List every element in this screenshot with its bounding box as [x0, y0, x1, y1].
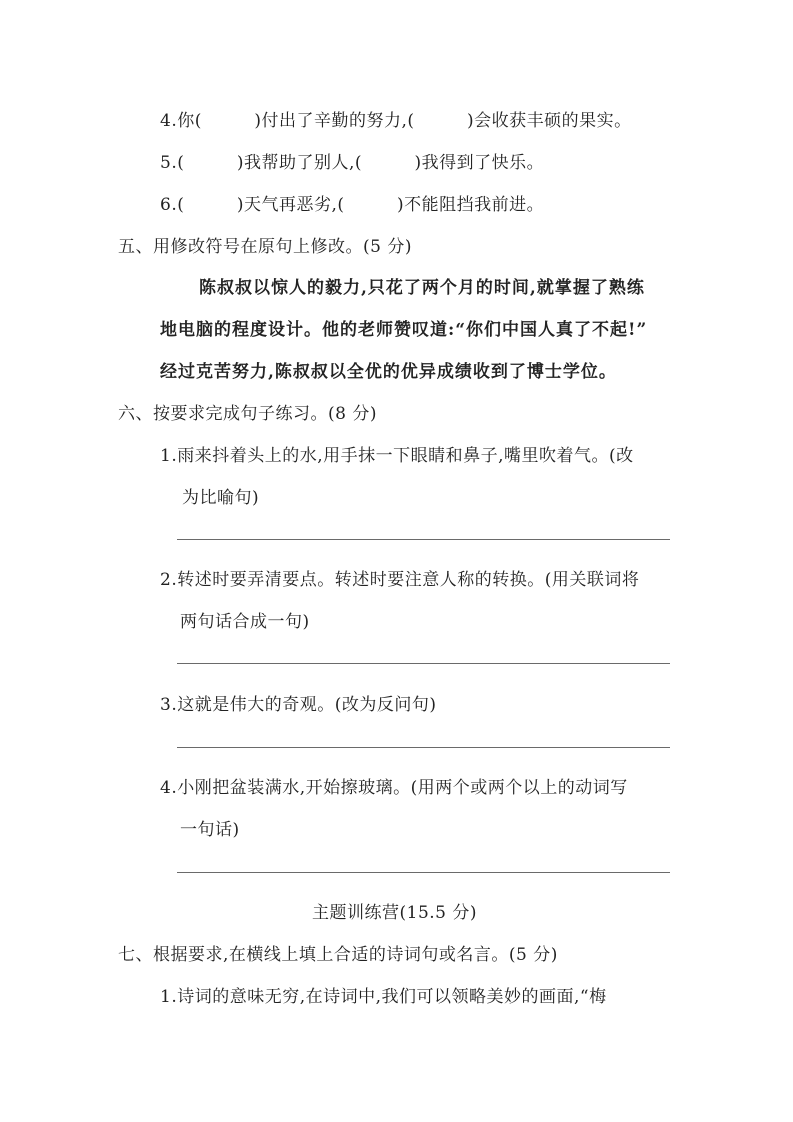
s6-q1-line-1: 1.雨来抖着头上的水,用手抹一下眼睛和鼻子,嘴里吹着气。(改 [160, 446, 634, 466]
s6-q1-answer-line[interactable] [177, 539, 670, 540]
s6-q4-line-1: 4.小刚把盆装满水,开始擦玻璃。(用两个或两个以上的动词写 [160, 778, 628, 798]
s6-q4-line-2: 一句话) [180, 820, 240, 840]
section-5-heading: 五、用修改符号在原句上修改。(5 分) [118, 237, 412, 257]
fill-item-5: 5.( )我帮助了别人,( )我得到了快乐。 [160, 153, 545, 173]
section-5-passage-line-2: 地电脑的程度设计。他的老师赞叹道:“你们中国人真了不起!” [160, 320, 648, 340]
s6-q2-line-2: 两句话合成一句) [180, 612, 310, 632]
s6-q3-answer-line[interactable] [177, 747, 670, 748]
theme-section-title: 主题训练营(15.5 分) [312, 903, 478, 923]
s6-q3-line-1: 3.这就是伟大的奇观。(改为反问句) [160, 695, 437, 715]
fill-item-4: 4.你( )付出了辛勤的努力,( )会收获丰硕的果实。 [160, 111, 632, 131]
section-7-heading: 七、根据要求,在横线上填上合适的诗词句或名言。(5 分) [118, 945, 558, 965]
section-6-heading: 六、按要求完成句子练习。(8 分) [118, 404, 377, 424]
s7-q1-line-1: 1.诗词的意味无穷,在诗词中,我们可以领略美妙的画面,“梅 [160, 987, 607, 1007]
fill-item-6: 6.( )天气再恶劣,( )不能阻挡我前进。 [160, 195, 545, 215]
section-5-passage-line-1: 陈叔叔以惊人的毅力,只花了两个月的时间,就掌握了熟练 [199, 278, 645, 298]
s6-q1-line-2: 为比喻句) [182, 488, 260, 508]
s6-q4-answer-line[interactable] [177, 872, 670, 873]
section-5-passage-line-3: 经过克苦努力,陈叔叔以全优的优异成绩收到了博士学位。 [160, 362, 617, 382]
s6-q2-line-1: 2.转述时要弄清要点。转述时要注意人称的转换。(用关联词将 [160, 570, 640, 590]
s6-q2-answer-line[interactable] [177, 663, 670, 664]
